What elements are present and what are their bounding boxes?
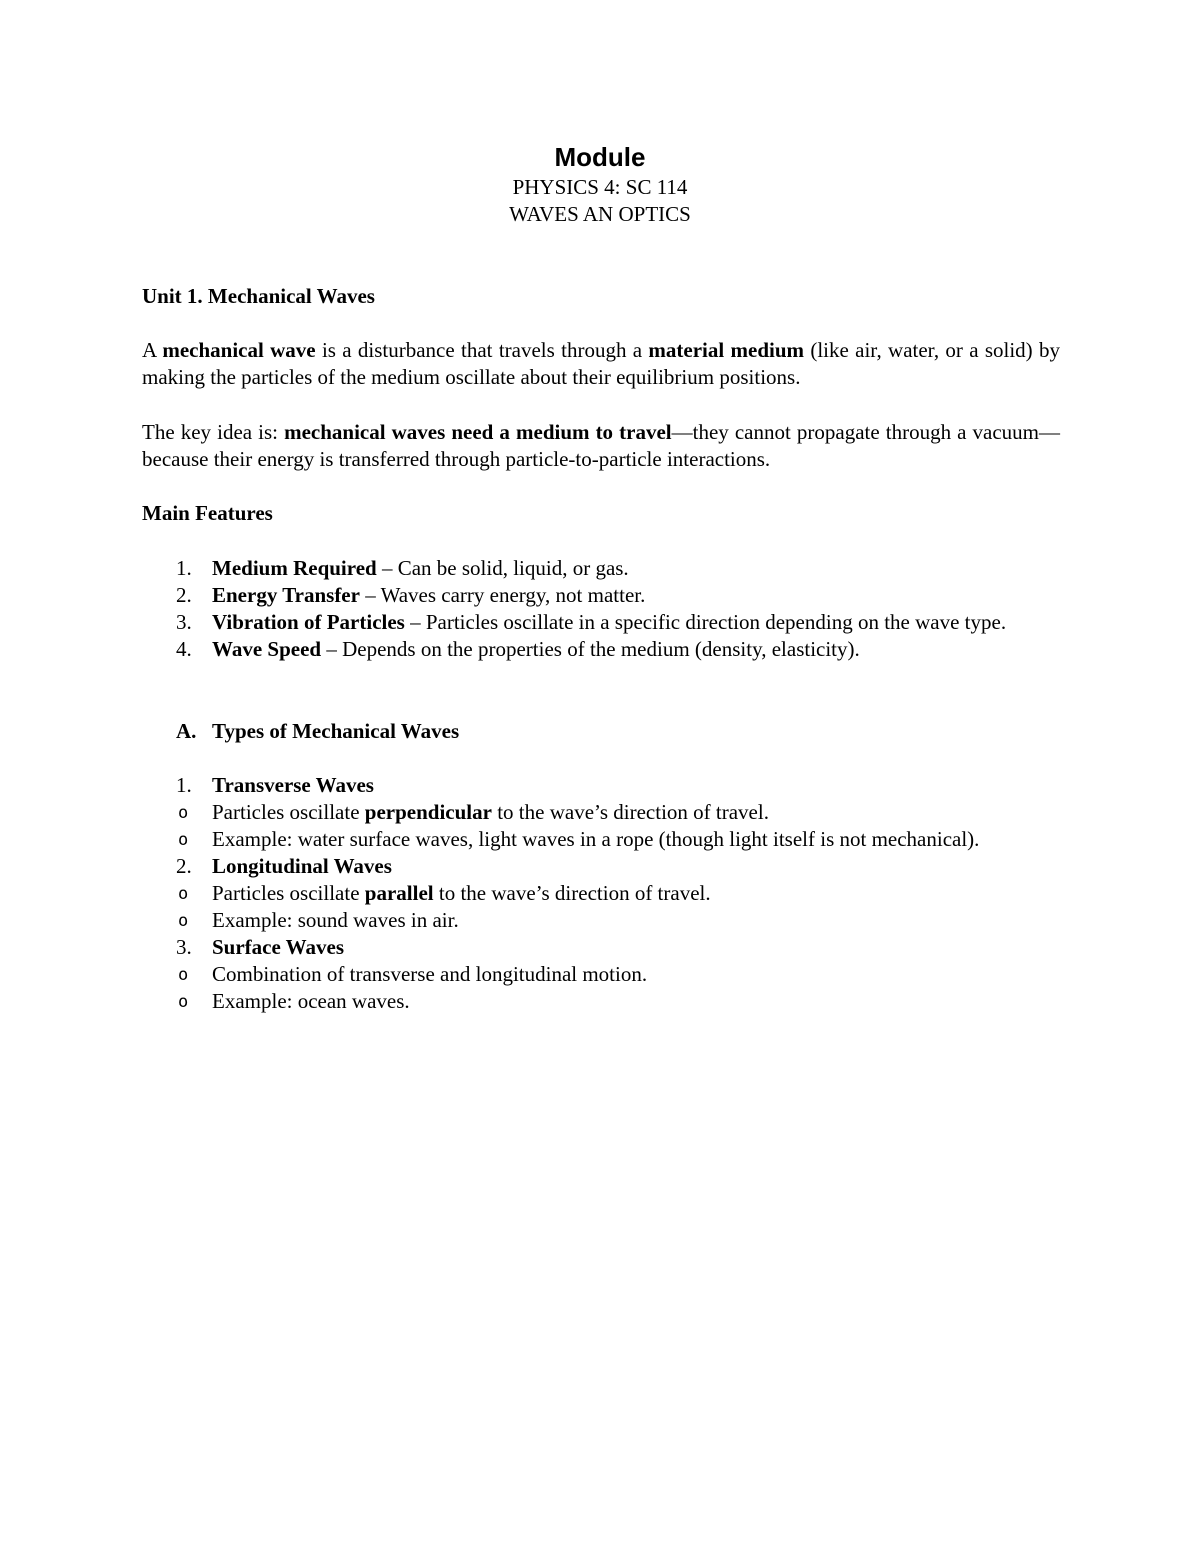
text-span: Combination of transverse and longitudinal motion. [212, 962, 648, 986]
bullet-icon: o [178, 884, 189, 904]
text-span: Example: ocean waves. [212, 989, 410, 1013]
course-title: WAVES AN OPTICS [509, 202, 691, 226]
key-idea-paragraph [142, 419, 1060, 473]
text-span: is a disturbance that travels through a [315, 338, 649, 362]
bullet-icon: o [178, 803, 189, 823]
bold-term: mechanical waves need a medium to travel [284, 420, 672, 444]
bullet-icon: o [178, 992, 189, 1012]
types-heading-text: Types of Mechanical Waves [212, 719, 460, 743]
text-span: Particles oscillate [212, 881, 365, 905]
list-number: 4. [176, 637, 192, 661]
text-span: Particles oscillate [212, 800, 365, 824]
text-span: A [142, 338, 163, 362]
sub-list-item [142, 826, 1060, 853]
list-term: Longitudinal Waves [212, 854, 392, 878]
list-item [142, 853, 1060, 934]
list-desc: – Depends on the properties of the medium (density, elasticity). [321, 637, 860, 661]
sub-list-item [142, 907, 1060, 934]
list-item [142, 934, 1060, 1015]
main-features-heading: Main Features [142, 501, 273, 525]
types-list [142, 772, 1060, 1015]
text-span: Example: sound waves in air. [212, 908, 459, 932]
list-item [142, 636, 1060, 663]
bold-term: mechanical wave [162, 338, 316, 362]
list-number: 1. [176, 556, 192, 580]
text-span: (like air, water, or a solid) by making the particles of the medium oscillate about their equilibrium positions. [142, 338, 1060, 389]
list-item [142, 582, 1060, 609]
list-number: 2. [176, 854, 192, 878]
definition-paragraph [142, 337, 1060, 391]
bullet-icon: o [178, 965, 189, 985]
list-number: 3. [176, 935, 192, 959]
sub-list-item [142, 961, 1060, 988]
list-item [142, 555, 1060, 582]
section-letter: A. [176, 719, 197, 743]
bold-term: material medium [648, 338, 805, 362]
text-span: to the wave’s direction of travel. [491, 800, 769, 824]
types-heading [142, 718, 1130, 745]
list-term: Transverse Waves [212, 773, 374, 797]
text-span: to the wave’s direction of travel. [433, 881, 711, 905]
list-item [142, 609, 1060, 636]
list-number: 2. [176, 583, 192, 607]
text-span: —they cannot propagate through a vacuum—because their energy is transferred through particle-to-particle interactions. [142, 420, 1061, 471]
bullet-icon: o [178, 830, 189, 850]
list-desc: – Can be solid, liquid, or gas. [376, 556, 629, 580]
bold-term: perpendicular [364, 800, 492, 824]
sub-list-item [142, 880, 1060, 907]
list-term: Wave Speed [212, 637, 322, 661]
course-code: PHYSICS 4: SC 114 [512, 175, 688, 199]
page-title: Module [554, 142, 646, 172]
text-span: Example: water surface waves, light waves in a rope (though light itself is not mechanical). [212, 827, 980, 851]
list-term: Vibration of Particles [212, 610, 405, 634]
list-desc: – Particles oscillate in a specific direction depending on the wave type. [404, 610, 1007, 634]
list-number: 3. [176, 610, 192, 634]
unit-heading: Unit 1. Mechanical Waves [142, 284, 375, 308]
bold-term: parallel [364, 881, 434, 905]
list-term: Medium Required [212, 556, 377, 580]
list-desc: – Waves carry energy, not matter. [359, 583, 646, 607]
list-term: Energy Transfer [212, 583, 360, 607]
list-number: 1. [176, 773, 192, 797]
list-term: Surface Waves [212, 935, 345, 959]
bullet-icon: o [178, 911, 189, 931]
list-item [142, 772, 1060, 853]
text-span: The key idea is: [142, 420, 285, 444]
main-features-list [142, 555, 1060, 663]
sub-list-item [142, 988, 1060, 1015]
sub-list-item [142, 799, 1060, 826]
